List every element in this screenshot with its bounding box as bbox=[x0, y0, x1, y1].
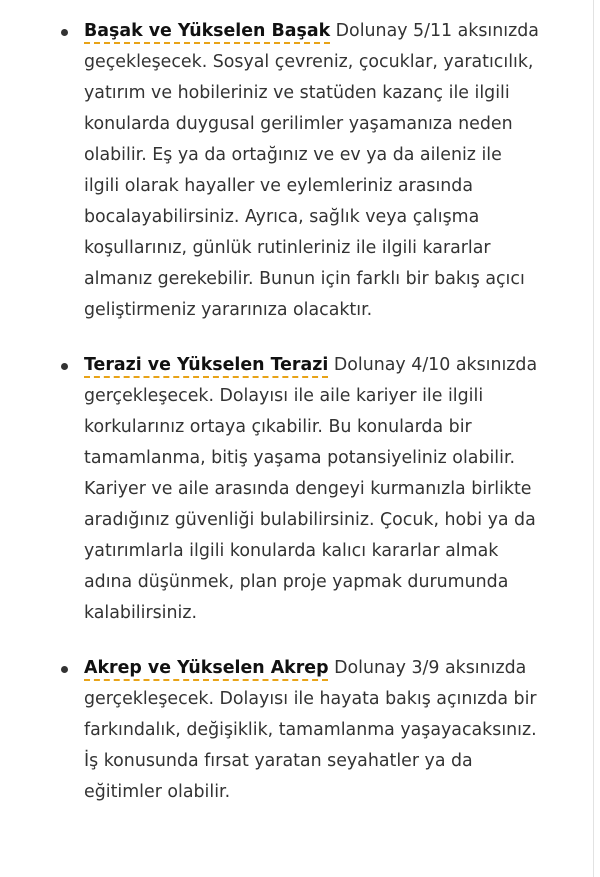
list-item-terazi bbox=[84, 350, 540, 629]
bullet-icon bbox=[61, 666, 68, 673]
page-edge bbox=[593, 0, 594, 877]
bullet-icon bbox=[61, 363, 68, 370]
entry-text-akrep: Dolunay 3/9 aksınızda gerçekleşecek. Dolayısı ile hayata bakış açınızda bir farkındalık, değişiklik, tamamlanma yaşayacaksınız. İş konusunda fırsat yaratan seyahatler ya da eğitimler olabilir. bbox=[84, 658, 537, 802]
list-item-basak bbox=[84, 16, 540, 326]
horoscope-list bbox=[0, 16, 590, 808]
sign-link-terazi[interactable]: Terazi ve Yükselen Terazi bbox=[84, 355, 329, 375]
article-body bbox=[0, 16, 590, 832]
list-item-akrep bbox=[84, 653, 540, 808]
sign-link-akrep[interactable]: Akrep ve Yükselen Akrep bbox=[84, 658, 329, 678]
entry-text-terazi: Dolunay 4/10 aksınızda gerçekleşecek. Dolayısı ile aile kariyer ile ilgili korkularınız ortaya çıkabilir. Bu konularda bir tamamlanma, bitiş yaşama potansiyeliniz olabilir. Kariyer ve aile arasında dengeyi kurmanızla birlikte aradığınız güvenliği bulabilirsiniz. Çocuk, hobi ya da yatırımlarla ilgili konularda kalıcı kararlar almak adına düşünmek, plan proje yapmak durumunda kalabilirsiniz. bbox=[84, 355, 538, 623]
bullet-icon bbox=[61, 29, 68, 36]
entry-text-basak: Dolunay 5/11 aksınızda geçekleşecek. Sosyal çevreniz, çocuklar, yaratıcılık, yatırım ve hobileriniz ve statüden kazanç ile ilgili konularda duygusal gerilimler yaşamanıza neden olabilir. Eş ya da ortağınız ve ev ya da aileniz ile ilgili olarak hayaller ve eylemleriniz arasında bocalayabilirsiniz. Ayrıca, sağlık veya çalışma koşullarınız, günlük rutinleriniz ile ilgili kararlar almanız gerekebilir. Bunun için farklı bir bakış açıcı geliştirmeniz yararınıza olacaktır. bbox=[84, 21, 539, 320]
sign-link-basak[interactable]: Başak ve Yükselen Başak bbox=[84, 21, 331, 41]
